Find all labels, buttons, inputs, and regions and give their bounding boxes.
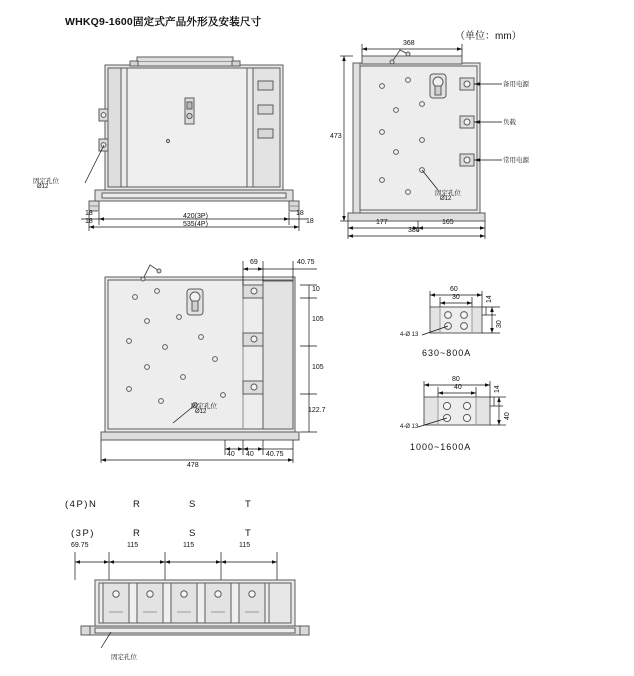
mid-v-10: 10 xyxy=(312,286,320,293)
tl-w-inner: 40 xyxy=(454,384,462,391)
ts-h-outer: 14 xyxy=(486,295,493,303)
front-mount-hole-label: 固定孔位 xyxy=(33,178,59,185)
mid-v-1227: 122.7 xyxy=(308,407,326,414)
pole-4p-s: S xyxy=(189,499,197,510)
front-mount-hole-spec: Ø12 xyxy=(37,184,49,190)
pole-3p-s: S xyxy=(189,528,197,539)
mid-mount-hole-spec: Ø12 xyxy=(195,409,207,415)
side-bottom-left: 177 xyxy=(376,219,388,226)
callout-main-power: 常用电源 xyxy=(503,157,529,164)
ts-h-inner: 30 xyxy=(496,320,503,328)
side-view-mid xyxy=(95,255,345,470)
terminal-small-caption: 630~800A xyxy=(422,348,472,358)
side-bottom-right: 165 xyxy=(442,219,454,226)
front-right-margin: 18 xyxy=(296,210,304,217)
bottom-pitch-2: 115 xyxy=(183,542,195,549)
pole-4p-r: R xyxy=(133,499,142,510)
side-top-width: 368 xyxy=(403,40,415,47)
bottom-pitch-3: 115 xyxy=(239,542,251,549)
unit-note: （单位：mm） xyxy=(455,31,522,42)
side-mount-hole-spec: Ø12 xyxy=(440,196,452,202)
front-view xyxy=(75,55,325,230)
mid-b-4075: 40.75 xyxy=(266,451,284,458)
mid-b-40-a: 40 xyxy=(227,451,235,458)
ts-w-outer: 60 xyxy=(450,286,458,293)
front-width-3p: 420(3P) xyxy=(183,213,208,220)
pole-4p-t: T xyxy=(245,499,253,510)
ts-hole-spec: 4-Ø 13 xyxy=(400,332,419,338)
ts-w-inner: 30 xyxy=(452,294,460,301)
side-height: 473 xyxy=(330,133,342,140)
page-title: WHKQ9-1600固定式产品外形及安装尺寸 xyxy=(65,16,262,28)
callout-standby-power: 备用电源 xyxy=(503,81,529,88)
mid-v-105-a: 105 xyxy=(312,316,324,323)
mid-top-4075: 40.75 xyxy=(297,259,315,266)
mid-b-40-b: 40 xyxy=(246,451,254,458)
mid-mount-hole-label: 固定孔位 xyxy=(191,403,217,410)
terminal-large-caption: 1000~1600A xyxy=(410,442,472,452)
row-label-4p: (4P)N xyxy=(65,499,98,510)
front-left-margin: 18 xyxy=(85,210,93,217)
front-right-margin-2: 18 xyxy=(306,218,314,225)
terminal-detail-large xyxy=(400,375,530,470)
side-bottom-total: 380 xyxy=(408,227,420,234)
side-mount-hole-label: 固定孔位 xyxy=(435,190,461,197)
mid-width-478: 478 xyxy=(187,462,199,469)
front-left-margin-2: 18 xyxy=(85,218,93,225)
terminal-detail-small xyxy=(400,285,530,375)
tl-w-outer: 80 xyxy=(452,376,460,383)
bottom-pitch-1: 115 xyxy=(127,542,139,549)
callout-load: 负载 xyxy=(503,119,516,126)
bottom-view xyxy=(65,495,395,670)
row-label-3p: (3P) xyxy=(71,528,95,539)
bottom-mount-hole-label: 固定孔位 xyxy=(111,654,137,661)
mid-v-105-b: 105 xyxy=(312,364,324,371)
mid-top-69: 69 xyxy=(250,259,258,266)
bottom-first-dim: 69.75 xyxy=(71,542,89,549)
tl-h-outer: 14 xyxy=(494,385,501,393)
tl-hole-spec: 4-Ø 13 xyxy=(400,424,419,430)
pole-3p-r: R xyxy=(133,528,142,539)
front-width-4p: 535(4P) xyxy=(183,221,208,228)
pole-3p-t: T xyxy=(245,528,253,539)
side-view-right xyxy=(330,40,560,240)
tl-h-inner: 40 xyxy=(504,412,511,420)
